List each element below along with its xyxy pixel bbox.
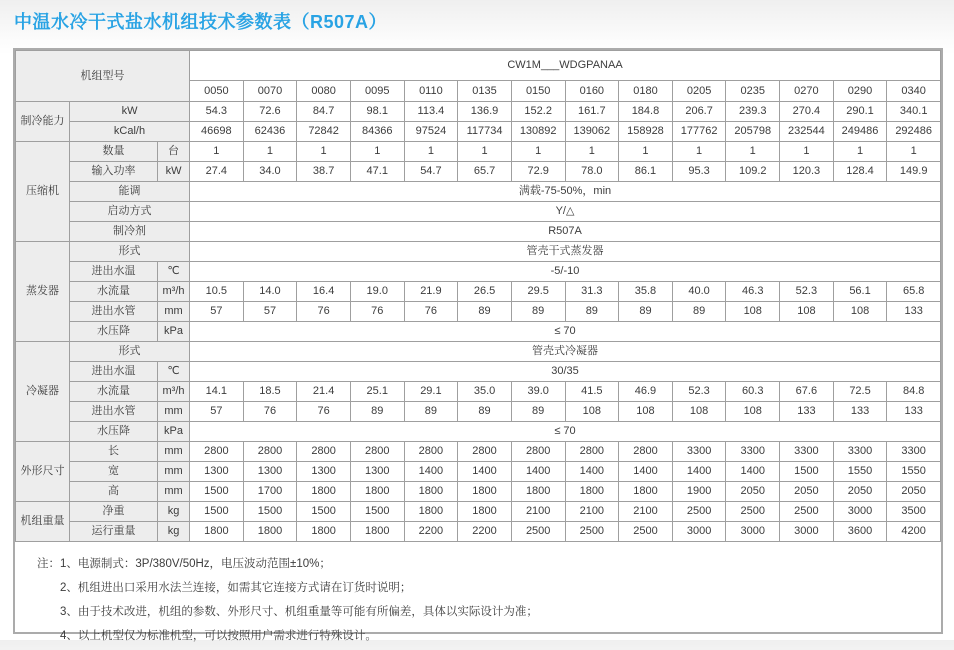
value-cell: 2800 bbox=[190, 442, 244, 462]
value-cell: 27.4 bbox=[190, 162, 244, 182]
value-cell: 2800 bbox=[243, 442, 297, 462]
spec-sheet bbox=[13, 48, 943, 642]
value-cell: 270.4 bbox=[780, 102, 834, 122]
value-cell: 3500 bbox=[887, 502, 941, 522]
merged-value-cell: 30/35 bbox=[190, 362, 941, 382]
value-cell: 78.0 bbox=[565, 162, 619, 182]
value-cell: 89 bbox=[458, 402, 512, 422]
param-label-cell: 净重 bbox=[70, 502, 158, 522]
value-cell: 29.5 bbox=[511, 282, 565, 302]
value-cell: 65.7 bbox=[458, 162, 512, 182]
value-cell: 57 bbox=[243, 302, 297, 322]
value-cell: 1500 bbox=[350, 502, 404, 522]
value-cell: 1 bbox=[780, 142, 834, 162]
value-cell: 3600 bbox=[833, 522, 887, 542]
value-cell: 1400 bbox=[619, 462, 673, 482]
value-cell: 2050 bbox=[833, 482, 887, 502]
value-cell: 232544 bbox=[780, 122, 834, 142]
value-cell: 52.3 bbox=[672, 382, 726, 402]
value-cell: 54.3 bbox=[190, 102, 244, 122]
param-label-cell: 水压降 bbox=[70, 422, 158, 442]
merged-value-cell: Y/△ bbox=[190, 202, 941, 222]
value-cell: 1500 bbox=[243, 502, 297, 522]
value-cell: 41.5 bbox=[565, 382, 619, 402]
value-cell: 1 bbox=[887, 142, 941, 162]
model-number-cell: 0340 bbox=[887, 81, 941, 102]
note-line: 4、以上机型仅为标准机型，可以按照用户需求进行特殊设计。 bbox=[60, 630, 377, 642]
value-cell: 1400 bbox=[672, 462, 726, 482]
value-cell: 2500 bbox=[780, 502, 834, 522]
value-cell: 2500 bbox=[511, 522, 565, 542]
value-cell: 31.3 bbox=[565, 282, 619, 302]
value-cell: 2500 bbox=[726, 502, 780, 522]
value-cell: 72842 bbox=[297, 122, 351, 142]
value-cell: 76 bbox=[243, 402, 297, 422]
value-cell: 2050 bbox=[780, 482, 834, 502]
merged-value-cell: 管壳干式蒸发器 bbox=[190, 242, 941, 262]
value-cell: 38.7 bbox=[297, 162, 351, 182]
value-cell: 57 bbox=[190, 402, 244, 422]
value-cell: 2100 bbox=[565, 502, 619, 522]
note-line: 3、由于技术改进，机组的参数、外形尺寸、机组重量等可能有所偏差，具体以实际设计为准； bbox=[60, 606, 538, 618]
value-cell: 89 bbox=[565, 302, 619, 322]
value-cell: 158928 bbox=[619, 122, 673, 142]
series-code-cell: CW1M___WDGPANAA bbox=[190, 51, 941, 81]
value-cell: 39.0 bbox=[511, 382, 565, 402]
note-items bbox=[60, 554, 538, 650]
value-cell: 108 bbox=[726, 402, 780, 422]
value-cell: 2050 bbox=[887, 482, 941, 502]
value-cell: 1800 bbox=[619, 482, 673, 502]
value-cell: 133 bbox=[887, 302, 941, 322]
value-cell: 1 bbox=[726, 142, 780, 162]
value-cell: 89 bbox=[511, 302, 565, 322]
model-number-cell: 0050 bbox=[190, 81, 244, 102]
section-label-cell: 外形尺寸 bbox=[16, 442, 70, 502]
value-cell: 18.5 bbox=[243, 382, 297, 402]
value-cell: 84366 bbox=[350, 122, 404, 142]
value-cell: 89 bbox=[458, 302, 512, 322]
value-cell: 2100 bbox=[511, 502, 565, 522]
value-cell: 2500 bbox=[619, 522, 673, 542]
value-cell: 1 bbox=[511, 142, 565, 162]
value-cell: 1 bbox=[297, 142, 351, 162]
value-cell: 52.3 bbox=[780, 282, 834, 302]
param-label-cell: 制冷剂 bbox=[70, 222, 190, 242]
value-cell: 1 bbox=[565, 142, 619, 162]
value-cell: 1900 bbox=[672, 482, 726, 502]
value-cell: 2800 bbox=[297, 442, 351, 462]
merged-value-cell: -5/-10 bbox=[190, 262, 941, 282]
value-cell: 1 bbox=[350, 142, 404, 162]
value-cell: 1400 bbox=[458, 462, 512, 482]
value-cell: 2800 bbox=[350, 442, 404, 462]
value-cell: 35.0 bbox=[458, 382, 512, 402]
model-number-cell: 0290 bbox=[833, 81, 887, 102]
param-label-cell: 进出水温 bbox=[70, 362, 158, 382]
value-cell: 117734 bbox=[458, 122, 512, 142]
value-cell: 108 bbox=[565, 402, 619, 422]
value-cell: 16.4 bbox=[297, 282, 351, 302]
page-title: 中温水冷干式盐水机组技术参数表（R507A） bbox=[14, 12, 388, 32]
unit-cell: mm bbox=[158, 442, 190, 462]
value-cell: 2500 bbox=[672, 502, 726, 522]
section-label-cell: 制冷能力 bbox=[16, 102, 70, 142]
value-cell: 1800 bbox=[511, 482, 565, 502]
param-label-cell: kCal/h bbox=[70, 122, 190, 142]
unit-cell: m³/h bbox=[158, 282, 190, 302]
value-cell: 2200 bbox=[404, 522, 458, 542]
param-label-cell: 启动方式 bbox=[70, 202, 190, 222]
value-cell: 206.7 bbox=[672, 102, 726, 122]
unit-cell: mm bbox=[158, 402, 190, 422]
value-cell: 3300 bbox=[672, 442, 726, 462]
value-cell: 161.7 bbox=[565, 102, 619, 122]
value-cell: 89 bbox=[619, 302, 673, 322]
value-cell: 3300 bbox=[726, 442, 780, 462]
value-cell: 62436 bbox=[243, 122, 297, 142]
value-cell: 95.3 bbox=[672, 162, 726, 182]
value-cell: 1 bbox=[833, 142, 887, 162]
value-cell: 72.5 bbox=[833, 382, 887, 402]
value-cell: 54.7 bbox=[404, 162, 458, 182]
value-cell: 120.3 bbox=[780, 162, 834, 182]
value-cell: 56.1 bbox=[833, 282, 887, 302]
value-cell: 1 bbox=[458, 142, 512, 162]
param-label-cell: 进出水温 bbox=[70, 262, 158, 282]
value-cell: 1400 bbox=[511, 462, 565, 482]
model-label-cell: 机组型号 bbox=[16, 51, 190, 102]
value-cell: 65.8 bbox=[887, 282, 941, 302]
unit-cell: mm bbox=[158, 302, 190, 322]
model-number-cell: 0160 bbox=[565, 81, 619, 102]
value-cell: 149.9 bbox=[887, 162, 941, 182]
value-cell: 2800 bbox=[565, 442, 619, 462]
value-cell: 76 bbox=[404, 302, 458, 322]
unit-cell: kg bbox=[158, 502, 190, 522]
value-cell: 60.3 bbox=[726, 382, 780, 402]
value-cell: 3300 bbox=[780, 442, 834, 462]
model-number-cell: 0180 bbox=[619, 81, 673, 102]
param-label-cell: 输入功率 bbox=[70, 162, 158, 182]
param-label-cell: 水压降 bbox=[70, 322, 158, 342]
note-line: 2、机组进出口采用水法兰连接，如需其它连接方式请在订货时说明； bbox=[60, 582, 412, 594]
value-cell: 108 bbox=[780, 302, 834, 322]
value-cell: 84.8 bbox=[887, 382, 941, 402]
value-cell: 46698 bbox=[190, 122, 244, 142]
param-label-cell: 形式 bbox=[70, 242, 190, 262]
model-number-cell: 0135 bbox=[458, 81, 512, 102]
merged-value-cell: ≤ 70 bbox=[190, 322, 941, 342]
value-cell: 1800 bbox=[458, 502, 512, 522]
value-cell: 2800 bbox=[619, 442, 673, 462]
value-cell: 292486 bbox=[887, 122, 941, 142]
value-cell: 108 bbox=[619, 402, 673, 422]
value-cell: 239.3 bbox=[726, 102, 780, 122]
merged-value-cell: 满载-75-50%，min bbox=[190, 182, 941, 202]
model-number-cell: 0205 bbox=[672, 81, 726, 102]
value-cell: 1400 bbox=[404, 462, 458, 482]
value-cell: 1800 bbox=[243, 522, 297, 542]
value-cell: 113.4 bbox=[404, 102, 458, 122]
param-label-cell: 运行重量 bbox=[70, 522, 158, 542]
value-cell: 1500 bbox=[190, 482, 244, 502]
value-cell: 67.6 bbox=[780, 382, 834, 402]
param-label-cell: 进出水管 bbox=[70, 302, 158, 322]
value-cell: 3300 bbox=[887, 442, 941, 462]
value-cell: 1550 bbox=[833, 462, 887, 482]
value-cell: 89 bbox=[511, 402, 565, 422]
spec-table-body bbox=[16, 51, 941, 542]
value-cell: 1800 bbox=[350, 522, 404, 542]
value-cell: 1400 bbox=[726, 462, 780, 482]
value-cell: 34.0 bbox=[243, 162, 297, 182]
notes-block bbox=[15, 542, 941, 650]
value-cell: 184.8 bbox=[619, 102, 673, 122]
value-cell: 1300 bbox=[190, 462, 244, 482]
unit-cell: ℃ bbox=[158, 362, 190, 382]
unit-cell: ℃ bbox=[158, 262, 190, 282]
value-cell: 1500 bbox=[190, 502, 244, 522]
value-cell: 177762 bbox=[672, 122, 726, 142]
value-cell: 26.5 bbox=[458, 282, 512, 302]
value-cell: 205798 bbox=[726, 122, 780, 142]
value-cell: 1800 bbox=[297, 522, 351, 542]
unit-cell: 台 bbox=[158, 142, 190, 162]
value-cell: 86.1 bbox=[619, 162, 673, 182]
value-cell: 76 bbox=[350, 302, 404, 322]
model-number-cell: 0150 bbox=[511, 81, 565, 102]
value-cell: 340.1 bbox=[887, 102, 941, 122]
value-cell: 2800 bbox=[458, 442, 512, 462]
value-cell: 1 bbox=[190, 142, 244, 162]
value-cell: 14.0 bbox=[243, 282, 297, 302]
value-cell: 136.9 bbox=[458, 102, 512, 122]
unit-cell: kPa bbox=[158, 422, 190, 442]
param-label-cell: 水流量 bbox=[70, 282, 158, 302]
value-cell: 1700 bbox=[243, 482, 297, 502]
value-cell: 10.5 bbox=[190, 282, 244, 302]
value-cell: 72.6 bbox=[243, 102, 297, 122]
value-cell: 3000 bbox=[726, 522, 780, 542]
value-cell: 97524 bbox=[404, 122, 458, 142]
value-cell: 1500 bbox=[780, 462, 834, 482]
param-label-cell: 能调 bbox=[70, 182, 190, 202]
value-cell: 133 bbox=[780, 402, 834, 422]
value-cell: 46.9 bbox=[619, 382, 673, 402]
value-cell: 4200 bbox=[887, 522, 941, 542]
param-label-cell: 形式 bbox=[70, 342, 190, 362]
value-cell: 21.4 bbox=[297, 382, 351, 402]
value-cell: 89 bbox=[672, 302, 726, 322]
value-cell: 249486 bbox=[833, 122, 887, 142]
value-cell: 1800 bbox=[404, 482, 458, 502]
value-cell: 1300 bbox=[297, 462, 351, 482]
model-number-cell: 0270 bbox=[780, 81, 834, 102]
section-label-cell: 压缩机 bbox=[16, 142, 70, 242]
value-cell: 108 bbox=[833, 302, 887, 322]
value-cell: 84.7 bbox=[297, 102, 351, 122]
value-cell: 76 bbox=[297, 402, 351, 422]
unit-cell: mm bbox=[158, 462, 190, 482]
value-cell: 46.3 bbox=[726, 282, 780, 302]
value-cell: 1300 bbox=[243, 462, 297, 482]
section-label-cell: 冷凝器 bbox=[16, 342, 70, 442]
param-label-cell: 宽 bbox=[70, 462, 158, 482]
value-cell: 1400 bbox=[565, 462, 619, 482]
value-cell: 1300 bbox=[350, 462, 404, 482]
notes-prefix: 注： bbox=[37, 558, 60, 570]
value-cell: 139062 bbox=[565, 122, 619, 142]
value-cell: 57 bbox=[190, 302, 244, 322]
unit-cell: mm bbox=[158, 482, 190, 502]
model-number-cell: 0110 bbox=[404, 81, 458, 102]
value-cell: 1 bbox=[672, 142, 726, 162]
value-cell: 25.1 bbox=[350, 382, 404, 402]
merged-value-cell: R507A bbox=[190, 222, 941, 242]
value-cell: 1800 bbox=[350, 482, 404, 502]
value-cell: 98.1 bbox=[350, 102, 404, 122]
unit-cell: kW bbox=[158, 162, 190, 182]
value-cell: 14.1 bbox=[190, 382, 244, 402]
value-cell: 133 bbox=[887, 402, 941, 422]
value-cell: 1800 bbox=[190, 522, 244, 542]
value-cell: 21.9 bbox=[404, 282, 458, 302]
unit-cell: m³/h bbox=[158, 382, 190, 402]
note-line: 1、电源制式：3P/380V/50Hz，电压波动范围±10%； bbox=[60, 558, 331, 570]
value-cell: 1 bbox=[404, 142, 458, 162]
value-cell: 1800 bbox=[565, 482, 619, 502]
value-cell: 290.1 bbox=[833, 102, 887, 122]
value-cell: 1 bbox=[619, 142, 673, 162]
param-label-cell: 数量 bbox=[70, 142, 158, 162]
value-cell: 2500 bbox=[565, 522, 619, 542]
param-label-cell: 高 bbox=[70, 482, 158, 502]
value-cell: 1500 bbox=[297, 502, 351, 522]
merged-value-cell: ≤ 70 bbox=[190, 422, 941, 442]
value-cell: 133 bbox=[833, 402, 887, 422]
value-cell: 76 bbox=[297, 302, 351, 322]
value-cell: 3000 bbox=[833, 502, 887, 522]
model-number-cell: 0070 bbox=[243, 81, 297, 102]
value-cell: 108 bbox=[726, 302, 780, 322]
model-number-cell: 0095 bbox=[350, 81, 404, 102]
value-cell: 3300 bbox=[833, 442, 887, 462]
value-cell: 108 bbox=[672, 402, 726, 422]
value-cell: 89 bbox=[350, 402, 404, 422]
value-cell: 1800 bbox=[297, 482, 351, 502]
value-cell: 2100 bbox=[619, 502, 673, 522]
value-cell: 128.4 bbox=[833, 162, 887, 182]
value-cell: 1800 bbox=[404, 502, 458, 522]
value-cell: 2800 bbox=[404, 442, 458, 462]
value-cell: 3000 bbox=[780, 522, 834, 542]
value-cell: 1800 bbox=[458, 482, 512, 502]
section-label-cell: 蒸发器 bbox=[16, 242, 70, 342]
value-cell: 2800 bbox=[511, 442, 565, 462]
value-cell: 130892 bbox=[511, 122, 565, 142]
unit-cell: kPa bbox=[158, 322, 190, 342]
model-number-cell: 0080 bbox=[297, 81, 351, 102]
param-label-cell: 进出水管 bbox=[70, 402, 158, 422]
value-cell: 35.8 bbox=[619, 282, 673, 302]
unit-cell: kg bbox=[158, 522, 190, 542]
value-cell: 2200 bbox=[458, 522, 512, 542]
model-number-cell: 0235 bbox=[726, 81, 780, 102]
value-cell: 19.0 bbox=[350, 282, 404, 302]
value-cell: 47.1 bbox=[350, 162, 404, 182]
value-cell: 1 bbox=[243, 142, 297, 162]
value-cell: 89 bbox=[404, 402, 458, 422]
param-label-cell: 水流量 bbox=[70, 382, 158, 402]
value-cell: 152.2 bbox=[511, 102, 565, 122]
value-cell: 29.1 bbox=[404, 382, 458, 402]
param-label-cell: kW bbox=[70, 102, 190, 122]
value-cell: 72.9 bbox=[511, 162, 565, 182]
merged-value-cell: 管壳式冷凝器 bbox=[190, 342, 941, 362]
value-cell: 40.0 bbox=[672, 282, 726, 302]
value-cell: 1550 bbox=[887, 462, 941, 482]
value-cell: 2050 bbox=[726, 482, 780, 502]
param-label-cell: 长 bbox=[70, 442, 158, 462]
section-label-cell: 机组重量 bbox=[16, 502, 70, 542]
value-cell: 109.2 bbox=[726, 162, 780, 182]
spec-table bbox=[15, 50, 941, 542]
value-cell: 3000 bbox=[672, 522, 726, 542]
